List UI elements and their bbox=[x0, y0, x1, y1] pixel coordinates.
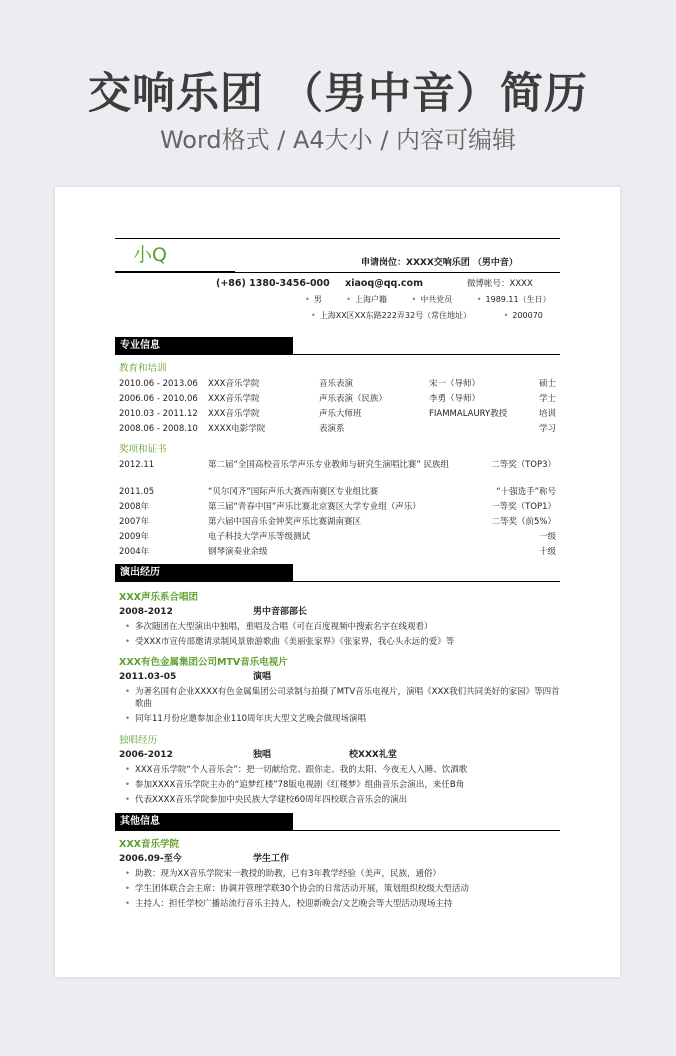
other-bullet: • 助教：现为XX音乐学院宋一教授的助教，已有3年教学经验（美声，民族，通俗） bbox=[125, 868, 560, 880]
section-title: 专业信息 bbox=[120, 340, 160, 351]
perf-bullet: • 为著名国有企业XXXX有色金属集团公司录制与拍摄了MTV音乐电视片，演唱《XXX我们共同美好的家园》等四首歌曲 bbox=[125, 686, 560, 710]
other-bullet: • 主持人：担任学校广播站流行音乐主持人，校迎新晚会/文艺晚会等大型活动现场主持 bbox=[125, 898, 560, 910]
education-row: 2010.06 - 2013.06 XXX音乐学院 音乐表演 宋一（导师） 硕士 bbox=[119, 379, 556, 389]
hero-title: 交响乐团 （男中音）简历 bbox=[88, 69, 588, 119]
header-rule bbox=[115, 272, 560, 273]
weibo: 微博帐号：XXXX bbox=[467, 279, 533, 289]
perf-bullet: • 同年11月份应邀参加企业110周年庆大型文艺晚会做现场演唱 bbox=[125, 713, 560, 725]
section-performance bbox=[115, 564, 560, 582]
other-period-line: 2006.09-至今 学生工作 bbox=[119, 854, 290, 864]
personal-facts: • 男 • 上海户籍 • 中共党员 • 1989.11（生日） bbox=[305, 295, 551, 304]
candidate-name: 小Q bbox=[133, 244, 167, 266]
perf-period-line: 2008-2012 男中音部部长 bbox=[119, 607, 308, 617]
phone: (+86) 1380-3456-000 bbox=[216, 278, 330, 289]
other-bullet: • 学生团体联合会主席：协调并管理学联30个协会的日常活动开展，策划组织校级大型活动 bbox=[125, 883, 560, 895]
section-other bbox=[115, 813, 560, 831]
education-row: 2010.03 - 2011.12 XXX音乐学院 声乐大师班 FIAMMALAURY教授 培训 bbox=[119, 409, 556, 419]
awards-heading: 奖项和证书 bbox=[119, 444, 167, 455]
education-row: 2006.06 - 2010.06 XXX音乐学院 声乐表演（民族） 李勇（导师） 学士 bbox=[119, 394, 556, 404]
section-professional bbox=[115, 337, 560, 355]
perf-bullet: • 参加XXXX音乐学院主办的“追梦红楼”78版电视剧《红楼梦》组曲音乐会演出，来任B角 bbox=[125, 779, 560, 791]
perf-org: 独唱经历 bbox=[119, 735, 158, 746]
address: 上海XX区XX东路222弄32号（常住地址） bbox=[319, 311, 472, 320]
section-title: 其他信息 bbox=[120, 816, 160, 827]
apply-position: 申请岗位：XXXX交响乐团 （男中音） bbox=[361, 258, 518, 268]
perf-period-line: 2006-2012 独唱 校XXX礼堂 bbox=[119, 750, 397, 760]
perf-org: XXX有色金属集团公司MTV音乐电视片 bbox=[119, 657, 288, 668]
perf-org: XXX声乐系合唱团 bbox=[119, 592, 198, 603]
fact-birthday: 1989.11（生日） bbox=[485, 295, 551, 304]
postcode: 200070 bbox=[512, 311, 543, 320]
top-rule bbox=[115, 238, 560, 239]
education-row: 2008.06 - 2008.10 XXXX电影学院 表演系 学习 bbox=[119, 424, 556, 434]
education-heading: 教育和培训 bbox=[119, 363, 167, 374]
perf-bullet: • 受XXX市宣传部邀请录制风景旅游歌曲《美丽张家界》《张家界，我心头永远的爱》等 bbox=[125, 636, 560, 648]
other-org: XXX音乐学院 bbox=[119, 839, 179, 850]
perf-period-line: 2011.03-05 演唱 bbox=[119, 672, 272, 682]
section-title: 演出经历 bbox=[120, 567, 160, 578]
hero-subtitle: Word格式 / A4大小 / 内容可编辑 bbox=[159, 126, 517, 154]
resume-page: 小Q 申请岗位：XXXX交响乐团 （男中音） (+86) 1380-3456-000 xiaoq@qq.com 微博帐号：XXXX • 男 • 上海户籍 • 中共党员 • 1989.11（生日） • 上海XX区XX东路222弄32号（常住地址） • 200070 专业信息 教育和培训 2010.06 - 2013.06 XXX音乐学院 音乐表演 宋一（导师） 硕士 2006.06 - 2010.06 XXX音乐学院 声乐表演（民族） 李勇（导师） 学士 2010.03 - 2011.12 XXX音乐学院 声乐大师班 FIAMMALAURY教授 培训 2008.06 - 2008.10 XXXX电影学院 表演系 学习 奖项和证书 2012.11 第二届“全国高校音乐学声乐专业教师与研究生演唱比赛” 民族组 二等奖（TOP3） 2011.05 “贝尔冈齐”国际声乐大赛西南赛区专业组比赛 “十强选手”称号 2008年 第三届“青春中国”声乐比赛北京赛区大学专业组（声乐） 一等奖（TOP1） 2007年 第六届中国音乐金钟奖声乐比赛湖南赛区 二等奖（前5%） 2009年 电子科技大学声乐等级测试 一级 2004年 钢琴演奏业余级 十级 演出经历 XXX声乐系合唱团 2008-2012 男中音部部长 • 多次随团在大型演出中独唱，重唱及合唱（可在百度视频中搜索名字在线观看） • 受XXX市宣传部邀请录制风景旅游歌曲《美丽张家界》《张家界，我心头永远的爱》等 XXX有色金属集团公司MTV音乐电视片 2011.03-05 演唱 • 为著名国有企业XXXX有色金属集团公司录制与拍摄了MTV音乐电视片，演唱《XXX我们共同美好的家园》等四首歌曲 • 同年11月份应邀参加企业110周年庆大型文艺晚会做现场演唱 独唱经历 2006-2012 独唱 校XXX礼堂 • XXX音乐学院“个人音乐会”：把一切献给党、跟你走、我的太阳、今夜无人入睡、饮酒歌 • 参加XXXX音乐学院主办的“追梦红楼”78版电视剧《红楼梦》组曲音乐会演出，来任B角 • 代表XXXX音乐学院参加中央民族大学建校60周年四校联合音乐会的演出 其他信息 XXX音乐学院 2006.09-至今 学生工作 • 助教：现为XX音乐学院宋一教授的助教，已有3年教学经验（美声，民族，通俗） • 学生团体联合会主席：协调并管理学联30个协会的日常活动开展，策划组织校级大型活动 • 主持人：担任学校广播站流行音乐主持人，校迎新晚会/文艺晚会等大型活动现场主持 bbox=[55, 187, 620, 977]
contact-line bbox=[216, 278, 435, 290]
perf-bullet: • XXX音乐学院“个人音乐会”：把一切献给党、跟你走、我的太阳、今夜无人入睡、饮酒歌 bbox=[125, 764, 560, 776]
fact-hukou: 上海户籍 bbox=[354, 295, 387, 304]
fact-party: 中共党员 bbox=[420, 295, 453, 304]
address-line: • 上海XX区XX东路222弄32号（常住地址） • 200070 bbox=[311, 311, 543, 320]
fact-gender: 男 bbox=[313, 295, 322, 304]
perf-bullet: • 多次随团在大型演出中独唱，重唱及合唱（可在百度视频中搜索名字在线观看） bbox=[125, 621, 560, 633]
email: xiaoq@qq.com bbox=[345, 278, 423, 289]
perf-bullet: • 代表XXXX音乐学院参加中央民族大学建校60周年四校联合音乐会的演出 bbox=[125, 794, 560, 806]
